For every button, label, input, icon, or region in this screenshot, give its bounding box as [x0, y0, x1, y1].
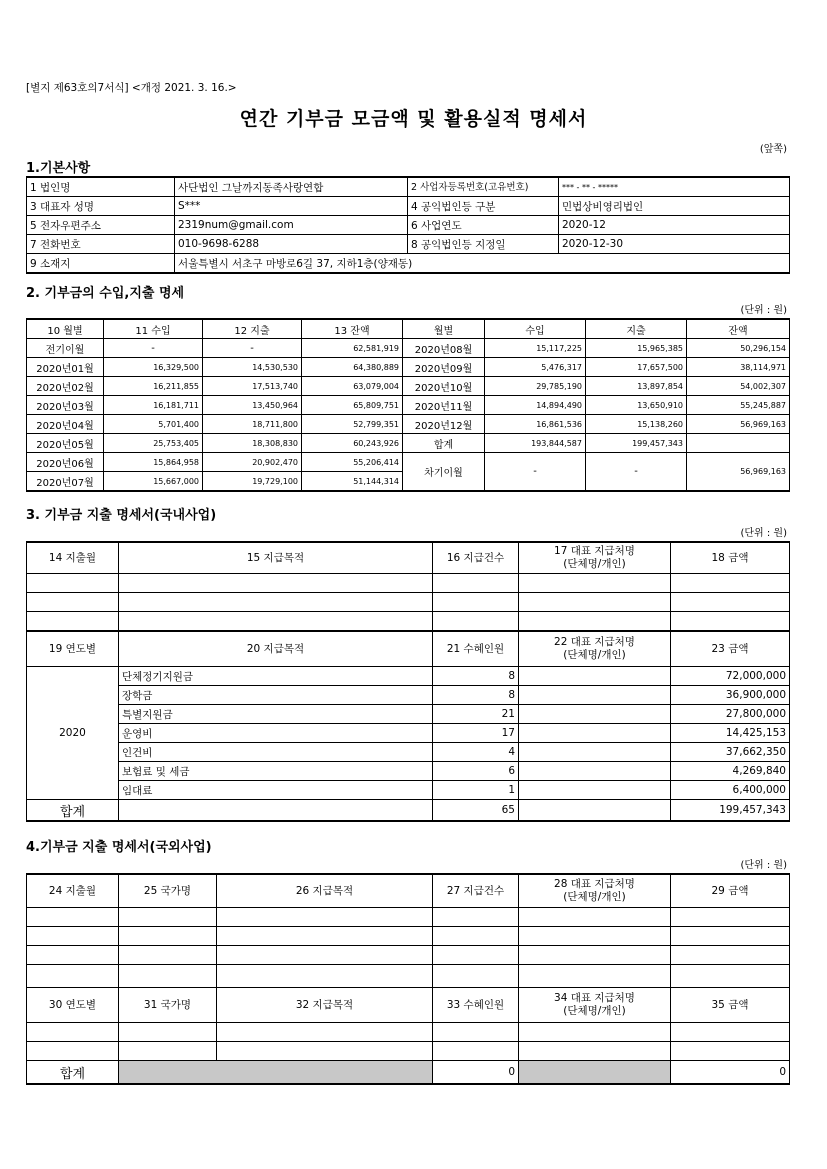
amount-cell: 37,662,350: [671, 743, 790, 762]
table-row: [27, 377, 790, 396]
recipient-cell: [519, 686, 671, 705]
column-header: 15 지급목적: [119, 542, 433, 574]
column-header: 13 잔액: [302, 319, 403, 339]
column-header: 24 지출월: [27, 874, 119, 908]
column-header: 월별: [403, 319, 485, 339]
empty-cell: [519, 593, 671, 612]
section2-unit: (단위 : 원): [740, 305, 787, 316]
recipient-cell: [519, 667, 671, 686]
empty-cell: [119, 1023, 217, 1042]
empty-cell: [671, 908, 790, 927]
header-row: [27, 631, 790, 667]
income-cell: 193,844,587: [485, 434, 586, 453]
count-cell: 17: [433, 724, 519, 743]
column-header: 17 대표 지급처명 (단체명/개인): [519, 542, 671, 574]
balance-cell: 63,079,004: [302, 377, 403, 396]
column-header: 잔액: [687, 319, 790, 339]
income-cell: 14,894,490: [485, 396, 586, 415]
table-row: [27, 453, 790, 472]
month-cell: 2020년05월: [27, 434, 104, 453]
balance-cell: 56,969,163: [687, 453, 790, 492]
month-cell: 2020년12월: [403, 415, 485, 434]
column-header: 수입: [485, 319, 586, 339]
column-header: 29 금액: [671, 874, 790, 908]
column-header: 21 수혜인원: [433, 631, 519, 667]
header-row: [27, 988, 790, 1023]
column-header: 34 대표 지급처명 (단체명/개인): [519, 988, 671, 1023]
info-value: S***: [175, 197, 408, 216]
empty-cell: [217, 927, 433, 946]
info-label: 6 사업연도: [408, 216, 559, 235]
income-cell: 25,753,405: [104, 434, 203, 453]
expense-cell: 18,308,830: [203, 434, 302, 453]
amount-cell: 4,269,840: [671, 762, 790, 781]
info-row: [27, 254, 790, 274]
empty-cell: [519, 800, 671, 822]
empty-row: [27, 908, 790, 927]
income-cell: -: [104, 339, 203, 358]
empty-cell: [119, 612, 433, 632]
count-cell: 6: [433, 762, 519, 781]
balance-cell: 60,243,926: [302, 434, 403, 453]
purpose-cell: 인건비: [119, 743, 433, 762]
count-cell: 4: [433, 743, 519, 762]
amount-cell: 14,425,153: [671, 724, 790, 743]
month-cell: 차기이월: [403, 453, 485, 492]
month-cell: 2020년09월: [403, 358, 485, 377]
table-row: [27, 667, 790, 686]
count-cell: 8: [433, 686, 519, 705]
purpose-cell: 운영비: [119, 724, 433, 743]
balance-cell: 62,581,919: [302, 339, 403, 358]
balance-cell: 50,296,154: [687, 339, 790, 358]
expense-cell: 15,965,385: [586, 339, 687, 358]
amount-cell: 36,900,000: [671, 686, 790, 705]
month-cell: 2020년11월: [403, 396, 485, 415]
page-side-label: (앞쪽): [759, 144, 787, 155]
table-row: [27, 781, 790, 800]
balance-cell: [687, 434, 790, 453]
month-cell: 2020년07월: [27, 472, 104, 492]
empty-cell: [217, 908, 433, 927]
balance-cell: 64,380,889: [302, 358, 403, 377]
amount-cell: 27,800,000: [671, 705, 790, 724]
info-row: [27, 235, 790, 254]
column-header: 30 연도별: [27, 988, 119, 1023]
empty-cell: [433, 1042, 519, 1061]
empty-cell: [119, 946, 217, 965]
column-header: 18 금액: [671, 542, 790, 574]
expense-cell: 17,657,500: [586, 358, 687, 377]
column-header: 32 지급목적: [217, 988, 433, 1023]
info-value: 010-9698-6288: [175, 235, 408, 254]
empty-row: [27, 927, 790, 946]
empty-cell: [119, 965, 217, 988]
month-cell: 2020년02월: [27, 377, 104, 396]
empty-cell: [433, 1023, 519, 1042]
empty-row: [27, 1042, 790, 1061]
column-header: 22 대표 지급처명 (단체명/개인): [519, 631, 671, 667]
address-label: 9 소재지: [27, 254, 175, 274]
empty-cell: [27, 574, 119, 593]
balance-cell: 52,799,351: [302, 415, 403, 434]
overseas-expense-table: [26, 873, 790, 1085]
empty-cell: [671, 612, 790, 632]
column-header: 19 연도별: [27, 631, 119, 667]
empty-cell: [519, 1061, 671, 1085]
column-header: 14 지출월: [27, 542, 119, 574]
expense-cell: 13,450,964: [203, 396, 302, 415]
form-number: [별지 제63호의7서식] <개정 2021. 3. 16.>: [26, 82, 237, 94]
empty-cell: [519, 946, 671, 965]
column-header: 33 수혜인원: [433, 988, 519, 1023]
table-row: [27, 705, 790, 724]
expense-cell: -: [586, 453, 687, 492]
table-row: [27, 743, 790, 762]
income-cell: 16,329,500: [104, 358, 203, 377]
total-row: [27, 1061, 790, 1085]
income-cell: 29,785,190: [485, 377, 586, 396]
empty-cell: [27, 946, 119, 965]
column-header: 16 지급건수: [433, 542, 519, 574]
document-title: 연간 기부금 모금액 및 활용실적 명세서: [239, 108, 588, 130]
empty-row: [27, 965, 790, 988]
month-cell: 2020년04월: [27, 415, 104, 434]
empty-cell: [119, 593, 433, 612]
section3-title: 3. 기부금 지출 명세서(국내사업): [26, 508, 217, 523]
empty-cell: [27, 1042, 119, 1061]
month-cell: 합계: [403, 434, 485, 453]
info-label: 1 법인명: [27, 177, 175, 197]
month-cell: 2020년08월: [403, 339, 485, 358]
empty-cell: [119, 800, 433, 822]
empty-cell: [217, 1042, 433, 1061]
empty-row: [27, 1023, 790, 1042]
expense-cell: 13,650,910: [586, 396, 687, 415]
empty-cell: [519, 612, 671, 632]
table-row: [27, 434, 790, 453]
empty-cell: [217, 946, 433, 965]
column-header: 23 금액: [671, 631, 790, 667]
empty-cell: [433, 908, 519, 927]
info-value: 사단법인 그날까지동족사랑연합: [175, 177, 408, 197]
balance-cell: 56,969,163: [687, 415, 790, 434]
column-header: 28 대표 지급처명 (단체명/개인): [519, 874, 671, 908]
section2-title: 2. 기부금의 수입,지출 명세: [26, 286, 185, 301]
balance-cell: 65,809,751: [302, 396, 403, 415]
month-cell: 2020년06월: [27, 453, 104, 472]
info-label: 7 전화번호: [27, 235, 175, 254]
section1-title: 1.기본사항: [26, 161, 91, 176]
info-value: 2020-12-30: [559, 235, 790, 254]
empty-cell: [27, 908, 119, 927]
total-label: 합계: [27, 1061, 119, 1085]
amount-cell: 72,000,000: [671, 667, 790, 686]
income-cell: 16,861,536: [485, 415, 586, 434]
month-cell: 전기이월: [27, 339, 104, 358]
empty-cell: [119, 1042, 217, 1061]
income-cell: 5,476,317: [485, 358, 586, 377]
table-row: [27, 762, 790, 781]
table-row: [27, 339, 790, 358]
empty-cell: [519, 908, 671, 927]
income-expense-table: [26, 318, 790, 492]
empty-cell: [433, 965, 519, 988]
header-row: [27, 542, 790, 574]
table-row: [27, 415, 790, 434]
purpose-cell: 특별지원금: [119, 705, 433, 724]
empty-cell: [671, 1042, 790, 1061]
column-header: 31 국가명: [119, 988, 217, 1023]
info-value: 민법상비영리법인: [559, 197, 790, 216]
empty-cell: [519, 574, 671, 593]
total-amount: 199,457,343: [671, 800, 790, 822]
year-cell: 2020: [27, 667, 119, 800]
empty-cell: [519, 927, 671, 946]
table-row: [27, 686, 790, 705]
recipient-cell: [519, 781, 671, 800]
empty-cell: [519, 1023, 671, 1042]
income-cell: 15,667,000: [104, 472, 203, 492]
empty-cell: [433, 593, 519, 612]
empty-cell: [27, 927, 119, 946]
empty-cell: [671, 946, 790, 965]
empty-cell: [433, 946, 519, 965]
header-row: [27, 874, 790, 908]
purpose-cell: 단체정기지원금: [119, 667, 433, 686]
info-label: 5 전자우편주소: [27, 216, 175, 235]
month-cell: 2020년03월: [27, 396, 104, 415]
amount-cell: 6,400,000: [671, 781, 790, 800]
month-cell: 2020년01월: [27, 358, 104, 377]
recipient-cell: [519, 724, 671, 743]
balance-cell: 55,245,887: [687, 396, 790, 415]
recipient-cell: [519, 705, 671, 724]
total-label: 합계: [27, 800, 119, 822]
empty-cell: [671, 965, 790, 988]
empty-cell: [433, 612, 519, 632]
total-amount: 0: [671, 1061, 790, 1085]
income-cell: 16,211,855: [104, 377, 203, 396]
info-label: 3 대표자 성명: [27, 197, 175, 216]
info-value: *** - ** - *****: [559, 177, 790, 197]
empty-row: [27, 946, 790, 965]
table-row: [27, 358, 790, 377]
domestic-expense-table: [26, 541, 790, 822]
column-header: 35 금액: [671, 988, 790, 1023]
section3-unit: (단위 : 원): [740, 528, 787, 539]
empty-row: [27, 593, 790, 612]
info-value: 2020-12: [559, 216, 790, 235]
expense-cell: 19,729,100: [203, 472, 302, 492]
expense-cell: 13,897,854: [586, 377, 687, 396]
section4-title: 4.기부금 지출 명세서(국외사업): [26, 840, 212, 855]
total-row: [27, 800, 790, 822]
empty-cell: [27, 593, 119, 612]
empty-cell: [27, 1023, 119, 1042]
purpose-cell: 장학금: [119, 686, 433, 705]
purpose-cell: 보험료 및 세금: [119, 762, 433, 781]
empty-cell: [519, 1042, 671, 1061]
empty-cell: [433, 927, 519, 946]
empty-cell: [433, 574, 519, 593]
empty-cell: [27, 965, 119, 988]
expense-cell: 199,457,343: [586, 434, 687, 453]
empty-cell: [27, 612, 119, 632]
info-label: 2 사업자등록번호(고유번호): [408, 177, 559, 197]
empty-row: [27, 574, 790, 593]
expense-cell: 15,138,260: [586, 415, 687, 434]
column-header: 20 지급목적: [119, 631, 433, 667]
column-header: 26 지급목적: [217, 874, 433, 908]
income-cell: 16,181,711: [104, 396, 203, 415]
empty-row: [27, 612, 790, 632]
income-cell: -: [485, 453, 586, 492]
purpose-cell: 임대료: [119, 781, 433, 800]
column-header: 11 수입: [104, 319, 203, 339]
expense-cell: 20,902,470: [203, 453, 302, 472]
info-label: 8 공익법인등 지정일: [408, 235, 559, 254]
count-cell: 8: [433, 667, 519, 686]
empty-cell: [119, 927, 217, 946]
empty-cell: [519, 965, 671, 988]
income-cell: 5,701,400: [104, 415, 203, 434]
info-row: [27, 216, 790, 235]
empty-cell: [671, 1023, 790, 1042]
balance-cell: 55,206,414: [302, 453, 403, 472]
expense-cell: 14,530,530: [203, 358, 302, 377]
recipient-cell: [519, 743, 671, 762]
income-cell: 15,864,958: [104, 453, 203, 472]
table-row: [27, 724, 790, 743]
basic-info-table: [26, 176, 790, 274]
count-cell: 21: [433, 705, 519, 724]
column-header: 12 지출: [203, 319, 302, 339]
info-label: 4 공익법인등 구분: [408, 197, 559, 216]
empty-cell: [671, 927, 790, 946]
column-header: 25 국가명: [119, 874, 217, 908]
empty-cell: [217, 965, 433, 988]
month-cell: 2020년10월: [403, 377, 485, 396]
balance-cell: 38,114,971: [687, 358, 790, 377]
empty-cell: [119, 908, 217, 927]
info-value: 2319num@gmail.com: [175, 216, 408, 235]
column-header: 27 지급건수: [433, 874, 519, 908]
column-header: 10 월별: [27, 319, 104, 339]
empty-cell: [119, 574, 433, 593]
empty-cell: [119, 1061, 433, 1085]
empty-cell: [671, 574, 790, 593]
info-row: [27, 197, 790, 216]
section4-unit: (단위 : 원): [740, 860, 787, 871]
balance-cell: 54,002,307: [687, 377, 790, 396]
expense-cell: 17,513,740: [203, 377, 302, 396]
total-count: 65: [433, 800, 519, 822]
empty-cell: [671, 593, 790, 612]
address-value: 서울특별시 서초구 마방로6길 37, 지하1층(양재동): [175, 254, 790, 274]
income-cell: 15,117,225: [485, 339, 586, 358]
info-row: [27, 177, 790, 197]
balance-cell: 51,144,314: [302, 472, 403, 492]
recipient-cell: [519, 762, 671, 781]
table-row: [27, 396, 790, 415]
count-cell: 1: [433, 781, 519, 800]
column-header: 지출: [586, 319, 687, 339]
empty-cell: [217, 1023, 433, 1042]
expense-cell: -: [203, 339, 302, 358]
header-row: [27, 319, 790, 339]
expense-cell: 18,711,800: [203, 415, 302, 434]
total-count: 0: [433, 1061, 519, 1085]
